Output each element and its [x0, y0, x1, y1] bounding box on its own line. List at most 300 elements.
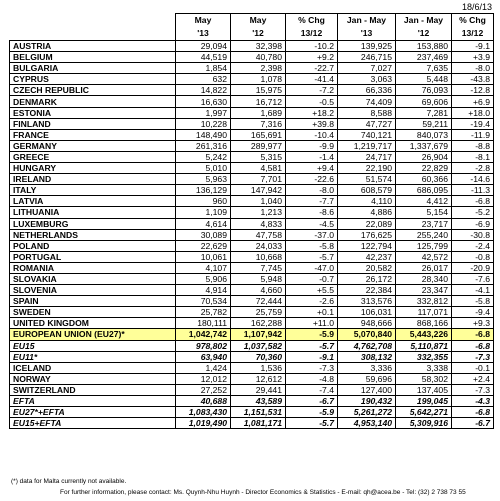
may-13-value: 10,061	[176, 251, 231, 262]
row-label: BELGIUM	[10, 52, 176, 63]
may-12-value: 7,745	[231, 262, 286, 273]
ytd-12-value: 1,337,679	[396, 140, 452, 151]
ytd-13-value: 139,925	[338, 41, 396, 52]
ytd-13-value: 4,762,708	[338, 340, 396, 351]
header-year-13-ytd: '13	[338, 27, 396, 41]
may-12-value: 2,398	[231, 63, 286, 74]
ytd-13-value: 4,886	[338, 207, 396, 218]
row-label: POLAND	[10, 240, 176, 251]
ytd-change: -6.9	[452, 218, 494, 229]
row-label: DENMARK	[10, 96, 176, 107]
ytd-12-value: 3,338	[396, 362, 452, 373]
efta-country-row	[10, 362, 494, 373]
row-label: SLOVENIA	[10, 285, 176, 296]
ytd-change: -43.8	[452, 74, 494, 85]
may-12-value: 70,360	[231, 351, 286, 362]
month-change: -5.9	[286, 407, 338, 418]
ytd-13-value: 3,336	[338, 362, 396, 373]
may-13-value: 70,534	[176, 296, 231, 307]
ytd-change: -19.4	[452, 118, 494, 129]
country-row	[10, 262, 494, 273]
ytd-12-value: 4,412	[396, 196, 452, 207]
ytd-change: -6.8	[452, 407, 494, 418]
header-year-13: '13	[176, 27, 231, 41]
country-row	[10, 140, 494, 151]
may-13-value: 5,010	[176, 163, 231, 174]
ytd-change: -11.3	[452, 185, 494, 196]
ytd-change: -8.0	[452, 63, 494, 74]
ytd-13-value: 59,696	[338, 373, 396, 384]
contact-info: For further information, please contact: Ms. Quynh-Nhu Huynh - Director Economics & Statistics - E-mail: qh@acea.be - Tel: (32) 2 738 73 55	[60, 489, 466, 496]
ytd-12-value: 26,017	[396, 262, 452, 273]
ytd-13-value: 106,031	[338, 307, 396, 318]
country-row	[10, 218, 494, 229]
country-row	[10, 296, 494, 307]
header-jan-may-13: Jan - May	[338, 14, 396, 28]
may-12-value: 147,942	[231, 185, 286, 196]
month-change: -6.7	[286, 396, 338, 407]
may-13-value: 632	[176, 74, 231, 85]
may-12-value: 1,037,582	[231, 340, 286, 351]
ytd-13-value: 740,121	[338, 129, 396, 140]
month-change: +9.4	[286, 163, 338, 174]
row-label: ICELAND	[10, 362, 176, 373]
ytd-12-value: 26,904	[396, 151, 452, 162]
month-change: -5.8	[286, 240, 338, 251]
ytd-12-value: 69,606	[396, 96, 452, 107]
ytd-13-value: 24,717	[338, 151, 396, 162]
may-12-value: 43,589	[231, 396, 286, 407]
month-change: -41.4	[286, 74, 338, 85]
ytd-change: -2.8	[452, 163, 494, 174]
ytd-12-value: 153,880	[396, 41, 452, 52]
may-12-value: 1,536	[231, 362, 286, 373]
ytd-12-value: 686,095	[396, 185, 452, 196]
month-change: -8.6	[286, 207, 338, 218]
header-chg-period: 13/12	[286, 27, 338, 41]
may-13-value: 960	[176, 196, 231, 207]
month-change: -9.9	[286, 140, 338, 151]
country-row	[10, 151, 494, 162]
month-change: -10.4	[286, 129, 338, 140]
country-row	[10, 96, 494, 107]
ytd-12-value: 5,642,271	[396, 407, 452, 418]
row-label: EFTA	[10, 396, 176, 407]
ytd-12-value: 76,093	[396, 85, 452, 96]
month-change: -47.0	[286, 262, 338, 273]
may-13-value: 16,630	[176, 96, 231, 107]
month-change: -5.7	[286, 251, 338, 262]
row-label: NORWAY	[10, 373, 176, 384]
country-row	[10, 318, 494, 329]
ytd-13-value: 66,336	[338, 85, 396, 96]
may-13-value: 29,094	[176, 41, 231, 52]
ytd-13-value: 3,063	[338, 74, 396, 85]
month-change: -7.3	[286, 362, 338, 373]
ytd-change: -12.8	[452, 85, 494, 96]
row-label: CZECH REPUBLIC	[10, 85, 176, 96]
may-12-value: 16,712	[231, 96, 286, 107]
ytd-13-value: 74,409	[338, 96, 396, 107]
ytd-12-value: 237,469	[396, 52, 452, 63]
ytd-change: -6.7	[452, 418, 494, 429]
row-label: ITALY	[10, 185, 176, 196]
month-change: -0.7	[286, 273, 338, 284]
may-13-value: 261,316	[176, 140, 231, 151]
may-12-value: 47,758	[231, 229, 286, 240]
may-12-value: 1,213	[231, 207, 286, 218]
may-12-value: 7,701	[231, 174, 286, 185]
month-change: -37.0	[286, 229, 338, 240]
ytd-change: -7.6	[452, 273, 494, 284]
ytd-13-value: 190,432	[338, 396, 396, 407]
row-label: AUSTRIA	[10, 41, 176, 52]
ytd-change: -6.8	[452, 329, 494, 340]
ytd-12-value: 5,110,871	[396, 340, 452, 351]
ytd-12-value: 7,635	[396, 63, 452, 74]
may-12-value: 4,581	[231, 163, 286, 174]
ytd-12-value: 28,340	[396, 273, 452, 284]
ytd-13-value: 4,110	[338, 196, 396, 207]
may-13-value: 1,997	[176, 107, 231, 118]
ytd-change: +3.9	[452, 52, 494, 63]
row-label: BULGARIA	[10, 63, 176, 74]
may-13-value: 25,782	[176, 307, 231, 318]
row-label: SPAIN	[10, 296, 176, 307]
row-label: EU11*	[10, 351, 176, 362]
month-change: -5.7	[286, 340, 338, 351]
ytd-13-value: 608,579	[338, 185, 396, 196]
header-may-13: May	[176, 14, 231, 28]
country-row	[10, 207, 494, 218]
ytd-12-value: 125,799	[396, 240, 452, 251]
row-label: HUNGARY	[10, 163, 176, 174]
country-row	[10, 118, 494, 129]
row-label: IRELAND	[10, 174, 176, 185]
may-13-value: 5,963	[176, 174, 231, 185]
ytd-12-value: 7,281	[396, 107, 452, 118]
ytd-change: -30.8	[452, 229, 494, 240]
ytd-change: -5.2	[452, 207, 494, 218]
ytd-change: +18.0	[452, 107, 494, 118]
country-row	[10, 41, 494, 52]
ytd-change: -5.8	[452, 296, 494, 307]
ytd-change: -6.8	[452, 340, 494, 351]
ytd-12-value: 255,240	[396, 229, 452, 240]
may-13-value: 40,688	[176, 396, 231, 407]
header-row-1	[10, 14, 494, 28]
header-row-2	[10, 27, 494, 41]
may-13-value: 1,854	[176, 63, 231, 74]
country-row	[10, 74, 494, 85]
ytd-change: -0.1	[452, 362, 494, 373]
ytd-12-value: 332,812	[396, 296, 452, 307]
row-label: CYPRUS	[10, 74, 176, 85]
may-12-value: 25,759	[231, 307, 286, 318]
ytd-change: -4.3	[452, 396, 494, 407]
ytd-13-value: 5,070,840	[338, 329, 396, 340]
report-date: 18/6/13	[461, 2, 492, 12]
country-row	[10, 229, 494, 240]
ytd-13-value: 1,219,717	[338, 140, 396, 151]
may-13-value: 978,802	[176, 340, 231, 351]
ytd-13-value: 42,237	[338, 251, 396, 262]
eu11-total-row	[10, 351, 494, 362]
header-chg-month: % Chg	[286, 14, 338, 28]
country-row	[10, 285, 494, 296]
month-change: +39.8	[286, 118, 338, 129]
eu27-efta-total-row	[10, 407, 494, 418]
row-label: EU15+EFTA	[10, 418, 176, 429]
header-may-12: May	[231, 14, 286, 28]
ytd-13-value: 308,132	[338, 351, 396, 362]
country-row	[10, 85, 494, 96]
ytd-13-value: 122,794	[338, 240, 396, 251]
may-12-value: 7,316	[231, 118, 286, 129]
ytd-13-value: 47,727	[338, 118, 396, 129]
may-13-value: 4,614	[176, 218, 231, 229]
ytd-12-value: 5,309,916	[396, 418, 452, 429]
may-13-value: 22,629	[176, 240, 231, 251]
country-row	[10, 251, 494, 262]
ytd-12-value: 23,347	[396, 285, 452, 296]
month-change: -9.1	[286, 351, 338, 362]
country-row	[10, 174, 494, 185]
month-change: -5.9	[286, 329, 338, 340]
registrations-table	[9, 13, 494, 429]
ytd-change: -0.8	[452, 251, 494, 262]
country-row	[10, 107, 494, 118]
ytd-change: +9.3	[452, 318, 494, 329]
country-row	[10, 129, 494, 140]
ytd-change: -2.4	[452, 240, 494, 251]
may-12-value: 4,833	[231, 218, 286, 229]
country-row	[10, 240, 494, 251]
ytd-12-value: 5,448	[396, 74, 452, 85]
row-label: FRANCE	[10, 129, 176, 140]
country-row	[10, 163, 494, 174]
header-chg-ytd: % Chg	[452, 14, 494, 28]
month-change: +0.1	[286, 307, 338, 318]
ytd-13-value: 176,625	[338, 229, 396, 240]
row-label: EUROPEAN UNION (EU27)*	[10, 329, 176, 340]
may-12-value: 12,612	[231, 373, 286, 384]
ytd-12-value: 23,717	[396, 218, 452, 229]
month-change: -10.2	[286, 41, 338, 52]
may-13-value: 44,519	[176, 52, 231, 63]
ytd-13-value: 5,261,272	[338, 407, 396, 418]
header-year-12: '12	[231, 27, 286, 41]
footnote: (*) data for Malta currently not available.	[11, 478, 127, 485]
ytd-change: +2.4	[452, 373, 494, 384]
row-label: GERMANY	[10, 140, 176, 151]
ytd-12-value: 42,572	[396, 251, 452, 262]
may-13-value: 1,083,430	[176, 407, 231, 418]
month-change: +18.2	[286, 107, 338, 118]
may-13-value: 148,490	[176, 129, 231, 140]
may-12-value: 1,078	[231, 74, 286, 85]
may-12-value: 289,977	[231, 140, 286, 151]
eu15-total-row	[10, 340, 494, 351]
ytd-change: -14.6	[452, 174, 494, 185]
ytd-12-value: 117,071	[396, 307, 452, 318]
ytd-13-value: 4,953,140	[338, 418, 396, 429]
row-label: LITHUANIA	[10, 207, 176, 218]
ytd-13-value: 22,089	[338, 218, 396, 229]
country-row	[10, 273, 494, 284]
efta-country-row	[10, 373, 494, 384]
month-change: -8.0	[286, 185, 338, 196]
ytd-12-value: 22,829	[396, 163, 452, 174]
eu15-efta-total-row	[10, 418, 494, 429]
row-label: ESTONIA	[10, 107, 176, 118]
month-change: -22.6	[286, 174, 338, 185]
ytd-12-value: 5,443,226	[396, 329, 452, 340]
ytd-13-value: 313,576	[338, 296, 396, 307]
country-row	[10, 185, 494, 196]
header-jan-may-12: Jan - May	[396, 14, 452, 28]
header-year-12-ytd: '12	[396, 27, 452, 41]
may-13-value: 27,252	[176, 384, 231, 395]
may-12-value: 1,040	[231, 196, 286, 207]
may-12-value: 4,660	[231, 285, 286, 296]
ytd-change: -9.1	[452, 41, 494, 52]
row-label: EU15	[10, 340, 176, 351]
ytd-12-value: 5,154	[396, 207, 452, 218]
may-12-value: 72,444	[231, 296, 286, 307]
may-12-value: 5,315	[231, 151, 286, 162]
ytd-13-value: 22,190	[338, 163, 396, 174]
may-12-value: 15,975	[231, 85, 286, 96]
may-13-value: 30,089	[176, 229, 231, 240]
may-12-value: 24,033	[231, 240, 286, 251]
row-label: LUXEMBURG	[10, 218, 176, 229]
row-label: EU27*+EFTA	[10, 407, 176, 418]
month-change: -5.7	[286, 418, 338, 429]
month-change: +5.5	[286, 285, 338, 296]
ytd-12-value: 840,073	[396, 129, 452, 140]
ytd-13-value: 26,172	[338, 273, 396, 284]
may-12-value: 1,689	[231, 107, 286, 118]
may-13-value: 5,906	[176, 273, 231, 284]
ytd-12-value: 332,355	[396, 351, 452, 362]
may-12-value: 40,780	[231, 52, 286, 63]
row-label: GREECE	[10, 151, 176, 162]
country-row	[10, 63, 494, 74]
row-label: SWEDEN	[10, 307, 176, 318]
ytd-12-value: 137,405	[396, 384, 452, 395]
month-change: -7.2	[286, 85, 338, 96]
ytd-12-value: 59,211	[396, 118, 452, 129]
ytd-12-value: 60,366	[396, 174, 452, 185]
may-13-value: 10,228	[176, 118, 231, 129]
header-blank	[10, 14, 176, 28]
ytd-13-value: 7,027	[338, 63, 396, 74]
may-12-value: 1,107,942	[231, 329, 286, 340]
ytd-change: -6.8	[452, 196, 494, 207]
row-label: NETHERLANDS	[10, 229, 176, 240]
may-13-value: 4,107	[176, 262, 231, 273]
may-12-value: 29,441	[231, 384, 286, 395]
ytd-13-value: 22,384	[338, 285, 396, 296]
ytd-12-value: 58,302	[396, 373, 452, 384]
efta-country-row	[10, 384, 494, 395]
may-13-value: 1,019,490	[176, 418, 231, 429]
may-13-value: 136,129	[176, 185, 231, 196]
may-12-value: 1,151,531	[231, 407, 286, 418]
month-change: -4.5	[286, 218, 338, 229]
efta-total-row	[10, 396, 494, 407]
ytd-13-value: 246,715	[338, 52, 396, 63]
country-row	[10, 196, 494, 207]
row-label: UNITED KINGDOM	[10, 318, 176, 329]
may-12-value: 165,691	[231, 129, 286, 140]
may-12-value: 1,081,171	[231, 418, 286, 429]
month-change: -22.7	[286, 63, 338, 74]
ytd-13-value: 948,666	[338, 318, 396, 329]
country-row	[10, 52, 494, 63]
may-13-value: 4,914	[176, 285, 231, 296]
ytd-change: -7.3	[452, 351, 494, 362]
may-13-value: 180,111	[176, 318, 231, 329]
may-12-value: 162,288	[231, 318, 286, 329]
month-change: -4.8	[286, 373, 338, 384]
row-label: SWITZERLAND	[10, 384, 176, 395]
row-label: FINLAND	[10, 118, 176, 129]
month-change: +9.2	[286, 52, 338, 63]
row-label: ROMANIA	[10, 262, 176, 273]
month-change: -2.6	[286, 296, 338, 307]
may-12-value: 10,668	[231, 251, 286, 262]
may-13-value: 1,042,742	[176, 329, 231, 340]
month-change: -7.4	[286, 384, 338, 395]
row-label: LATVIA	[10, 196, 176, 207]
may-13-value: 1,424	[176, 362, 231, 373]
ytd-change: -11.9	[452, 129, 494, 140]
header-blank	[10, 27, 176, 41]
ytd-13-value: 51,574	[338, 174, 396, 185]
ytd-13-value: 127,400	[338, 384, 396, 395]
month-change: -7.7	[286, 196, 338, 207]
ytd-change: -7.3	[452, 384, 494, 395]
ytd-13-value: 20,582	[338, 262, 396, 273]
row-label: SLOVAKIA	[10, 273, 176, 284]
ytd-12-value: 868,166	[396, 318, 452, 329]
may-13-value: 63,940	[176, 351, 231, 362]
month-change: -1.4	[286, 151, 338, 162]
ytd-13-value: 8,588	[338, 107, 396, 118]
may-13-value: 12,012	[176, 373, 231, 384]
may-13-value: 1,109	[176, 207, 231, 218]
ytd-change: +6.9	[452, 96, 494, 107]
eu27-total-row	[10, 329, 494, 340]
month-change: +11.0	[286, 318, 338, 329]
month-change: -0.5	[286, 96, 338, 107]
ytd-change: -20.9	[452, 262, 494, 273]
ytd-change: -8.1	[452, 151, 494, 162]
row-label: PORTUGAL	[10, 251, 176, 262]
ytd-change: -4.1	[452, 285, 494, 296]
may-12-value: 5,948	[231, 273, 286, 284]
ytd-change: -8.8	[452, 140, 494, 151]
ytd-change: -9.4	[452, 307, 494, 318]
may-12-value: 32,398	[231, 41, 286, 52]
may-13-value: 14,822	[176, 85, 231, 96]
ytd-12-value: 199,045	[396, 396, 452, 407]
country-row	[10, 307, 494, 318]
header-chg-period-ytd: 13/12	[452, 27, 494, 41]
may-13-value: 5,242	[176, 151, 231, 162]
